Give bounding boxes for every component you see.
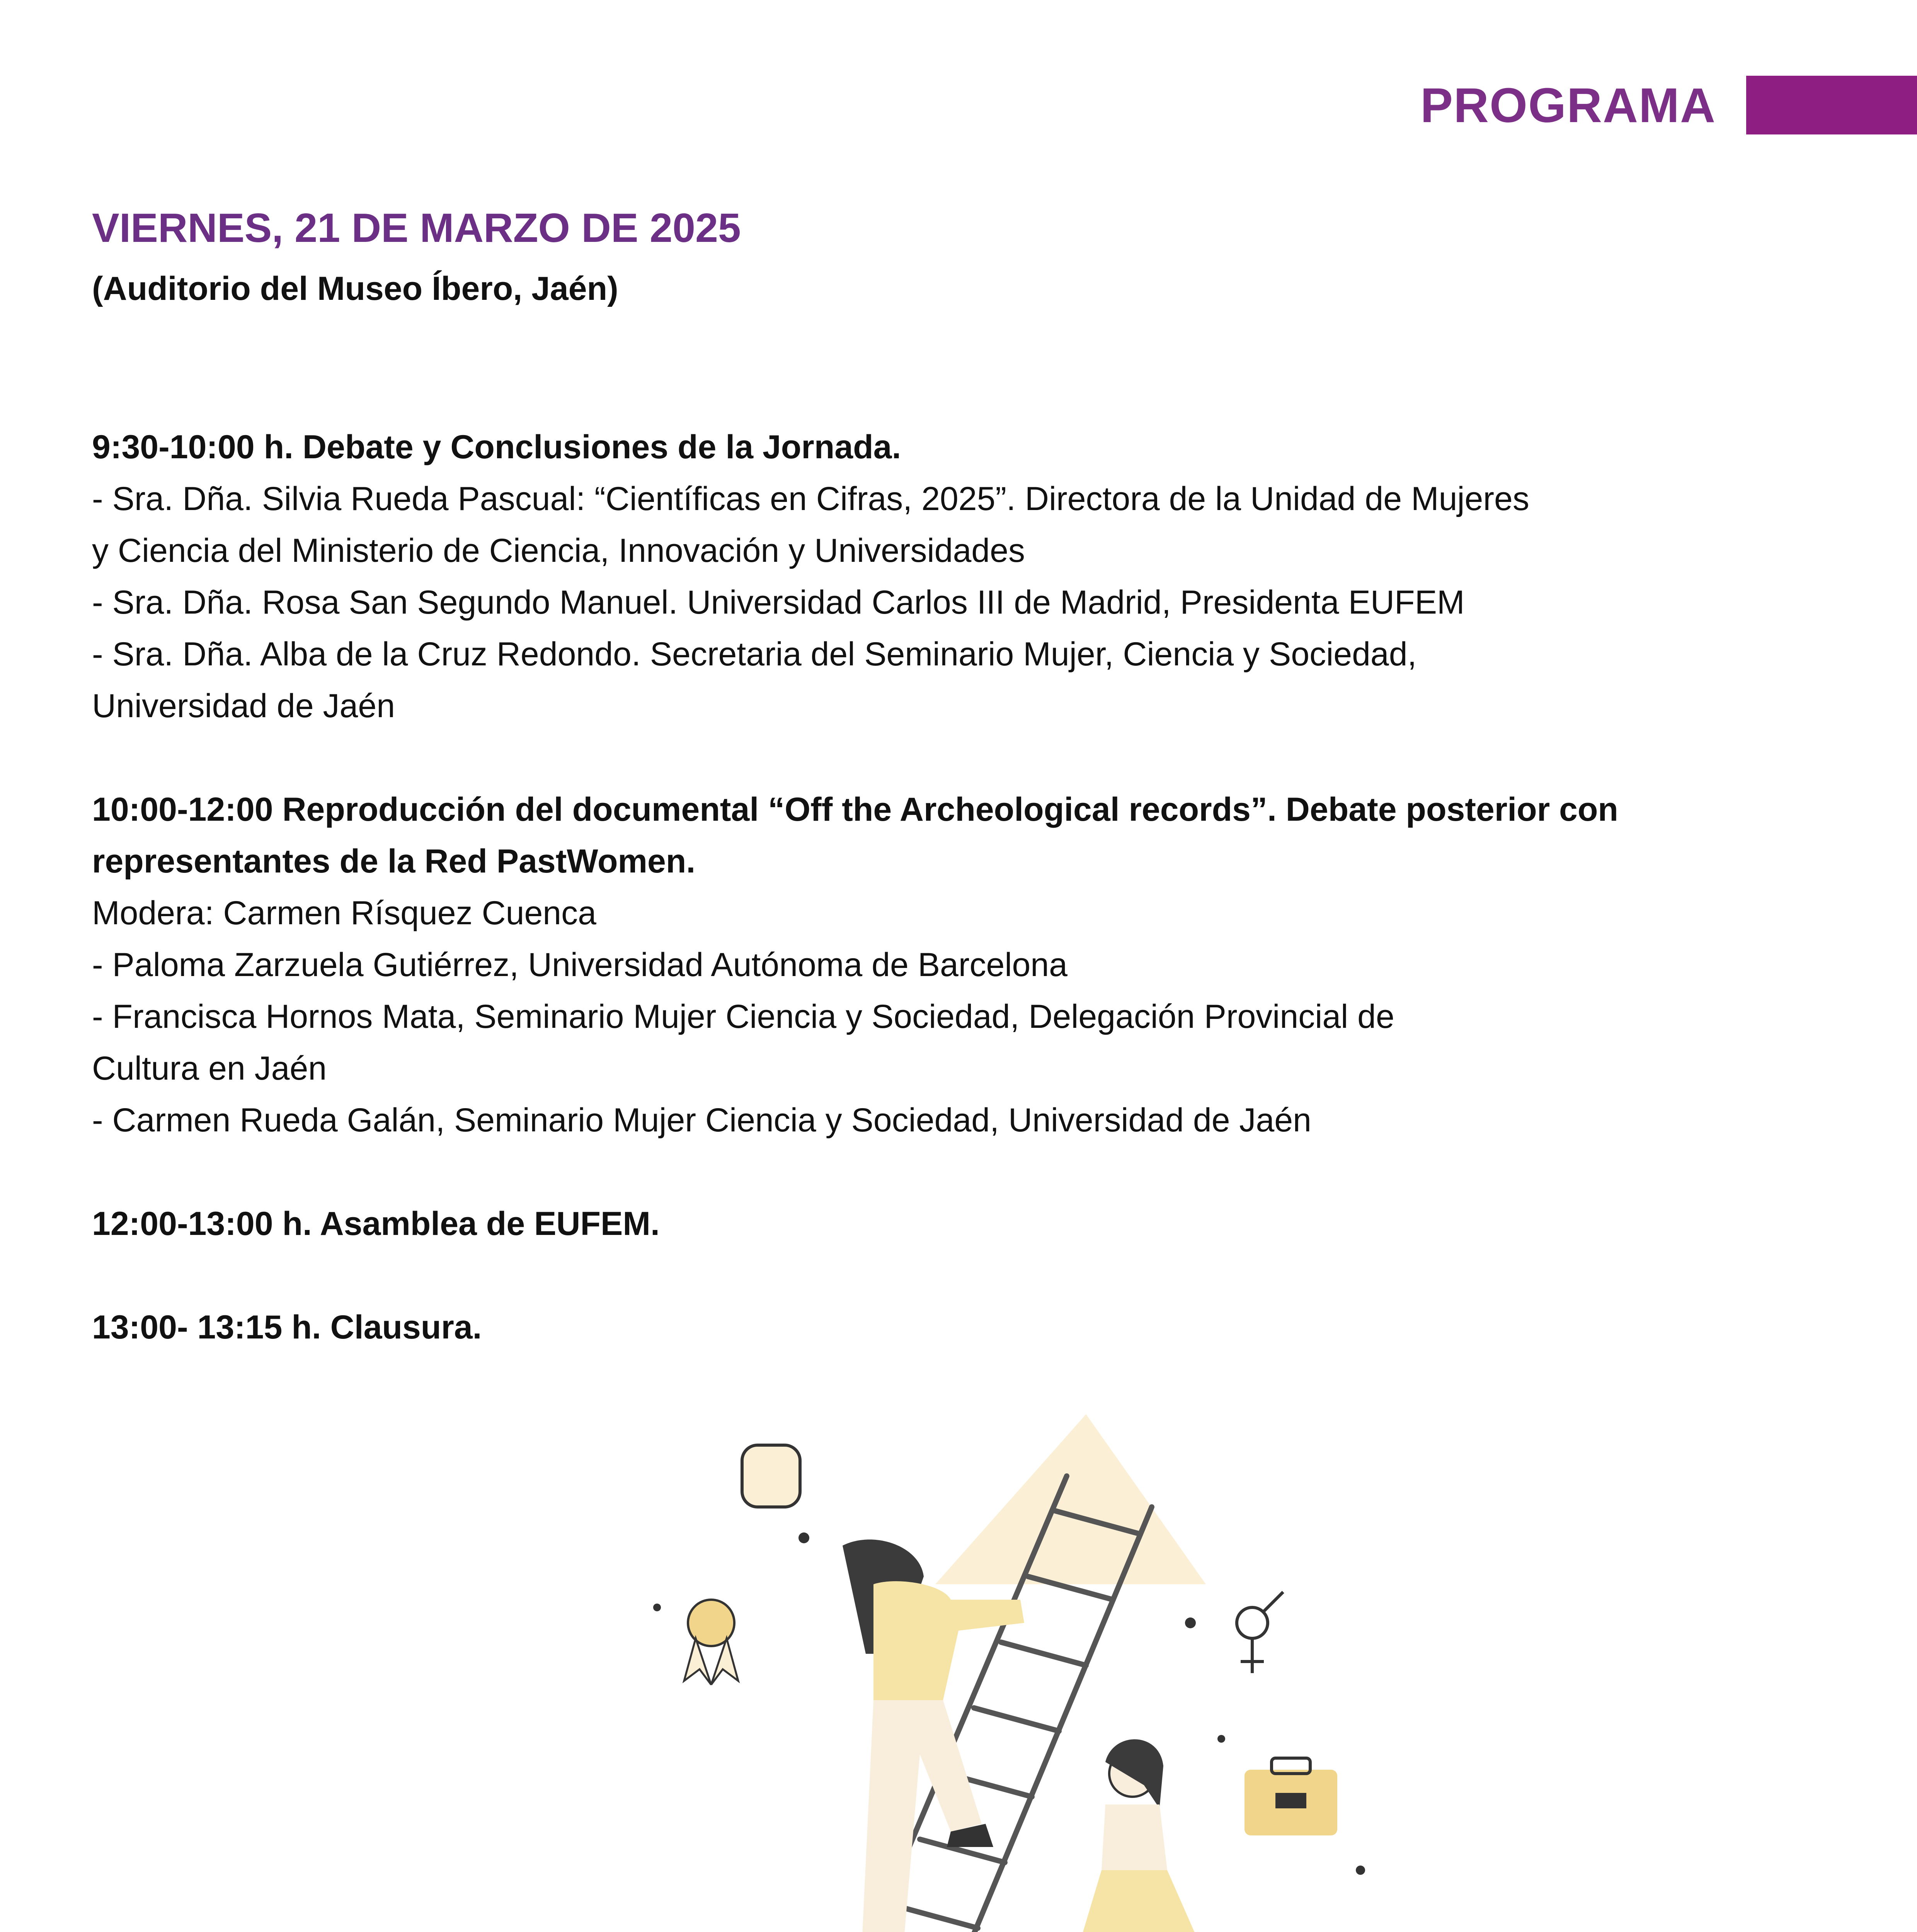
session-2-title: representantes de la Red PastWomen. <box>92 843 696 880</box>
session-1-line: Universidad de Jaén <box>92 687 395 724</box>
event-date: VIERNES, 21 DE MARZO DE 2025 <box>92 205 741 251</box>
page-title: PROGRAMA <box>1420 78 1716 133</box>
session-2-line: - Paloma Zarzuela Gutiérrez, Universidad Autónoma de Barcelona <box>92 946 1067 983</box>
session-2-line: Modera: Carmen Rísquez Cuenca <box>92 895 596 932</box>
session-1-line: - Sra. Dña. Rosa San Segundo Manuel. Universidad Carlos III de Madrid, Presidenta EUFEM <box>92 584 1465 621</box>
session-2-line: - Francisca Hornos Mata, Seminario Mujer Ciencia y Sociedad, Delegación Provincial de <box>92 998 1394 1035</box>
session-1-title: 9:30-10:00 h. Debate y Conclusiones de la Jornada. <box>92 429 901 466</box>
event-venue: (Auditorio del Museo Íbero, Jaén) <box>92 270 618 307</box>
session-1-line: - Sra. Dña. Alba de la Cruz Redondo. Secretaria del Seminario Mujer, Ciencia y Sociedad, <box>92 636 1417 673</box>
session-2-title: 10:00-12:00 Reproducción del documental “Off the Archeological records”. Debate posterior con <box>92 791 1618 828</box>
session-4-title: 13:00- 13:15 h. Clausura. <box>92 1309 482 1346</box>
women-ladder-illustration <box>603 1383 1407 1932</box>
session-1-line: - Sra. Dña. Silvia Rueda Pascual: “Científicas en Cifras, 2025”. Directora de la Unidad de Mujeres <box>92 480 1529 517</box>
session-2-line: Cultura en Jaén <box>92 1050 327 1087</box>
session-3-title: 12:00-13:00 h. Asamblea de EUFEM. <box>92 1205 660 1242</box>
header-accent-bar <box>1746 76 1917 134</box>
session-1-line: y Ciencia del Ministerio de Ciencia, Innovación y Universidades <box>92 532 1025 569</box>
session-2-line: - Carmen Rueda Galán, Seminario Mujer Ciencia y Sociedad, Universidad de Jaén <box>92 1102 1311 1139</box>
program-content <box>92 421 1831 1353</box>
